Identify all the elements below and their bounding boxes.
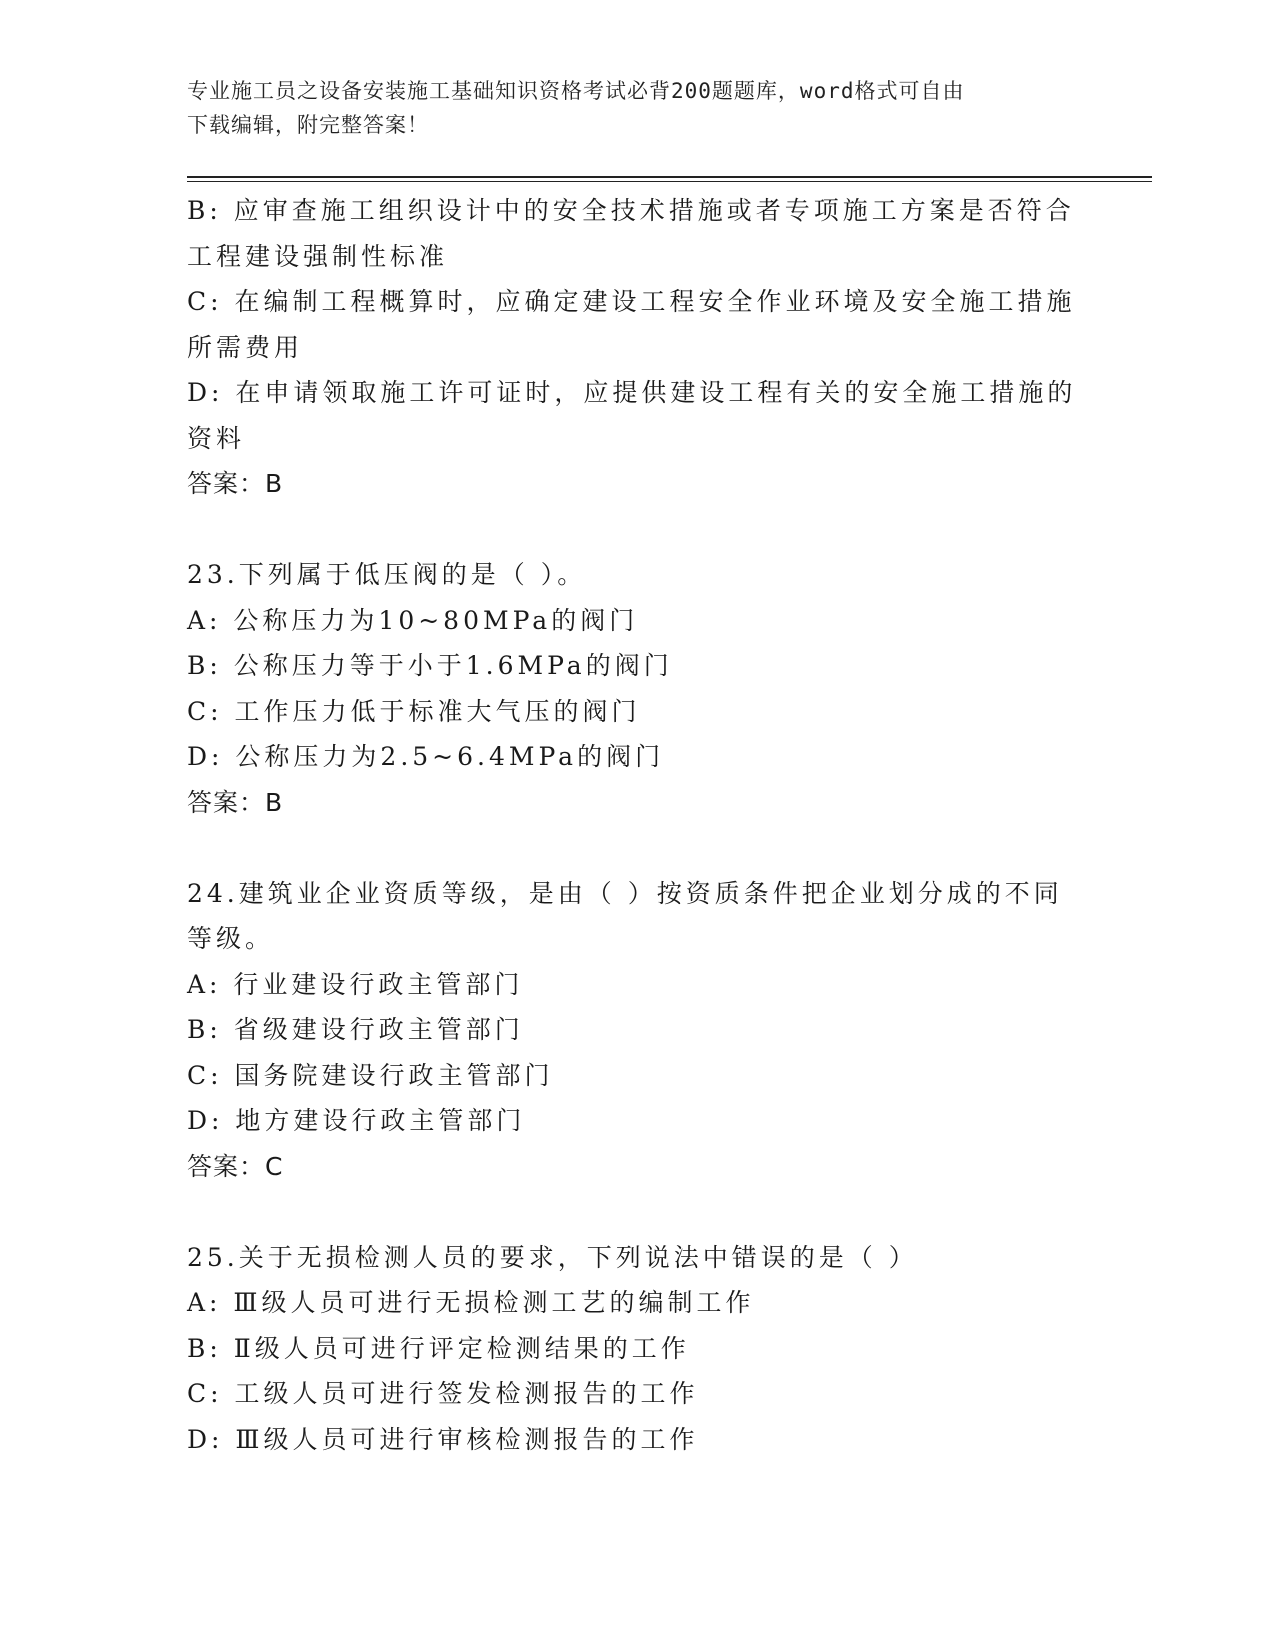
q24-option-d: D: 地方建设行政主管部门 — [187, 1106, 526, 1135]
q23-option-b: B: 公称压力等于小于1.6MPa的阀门 — [187, 651, 673, 680]
q23-option-c: C: 工作压力低于标准大气压的阀门 — [187, 696, 641, 726]
q24-question-line-2: 等级。 — [187, 924, 275, 953]
q22-option-b-line-2: 工程建设强制性标准 — [187, 241, 449, 271]
q23-answer: 答案：B — [187, 787, 284, 817]
header-divider-thick — [187, 176, 1152, 178]
question-22-block — [187, 188, 1087, 507]
q25-option-d: D: Ⅲ级人员可进行审核检测报告的工作 — [187, 1424, 699, 1454]
q25-option-b: B: Ⅱ级人员可进行评定检测结果的工作 — [187, 1333, 690, 1363]
q22-option-d-line-1: D: 在申请领取施工许可证时，应提供建设工程有关的安全施工措施的 — [187, 378, 1077, 407]
q22-option-b-line-1: B: 应审查施工组织设计中的安全技术措施或者专项施工方案是否符合 — [187, 196, 1075, 225]
page-header — [187, 74, 1067, 142]
q24-option-c: C: 国务院建设行政主管部门 — [187, 1060, 554, 1090]
q25-question: 25.关于无损检测人员的要求，下列说法中错误的是（ ） — [187, 1242, 918, 1272]
spacer — [187, 825, 1087, 871]
q24-answer: 答案：C — [187, 1151, 284, 1181]
q23-option-d: D: 公称压力为2.5~6.4MPa的阀门 — [187, 742, 665, 771]
q22-option-d-line-2: 资料 — [187, 423, 246, 453]
q25-option-c: C: 工级人员可进行签发检测报告的工作 — [187, 1379, 699, 1408]
q25-option-a: A: Ⅲ级人员可进行无损检测工艺的编制工作 — [187, 1288, 755, 1317]
q22-option-c-line-1: C: 在编制工程概算时，应确定建设工程安全作业环境及安全施工措施 — [187, 287, 1076, 316]
document-body — [187, 188, 1087, 1462]
q23-option-a: A: 公称压力为10~80MPa的阀门 — [187, 605, 639, 635]
q22-option-c-line-2: 所需费用 — [187, 332, 304, 362]
question-25-block — [187, 1235, 1087, 1463]
spacer — [187, 507, 1087, 553]
q24-option-b: B: 省级建设行政主管部门 — [187, 1015, 524, 1044]
header-title-line-1: 专业施工员之设备安装施工基础知识资格考试必背200题题库，word格式可自由 — [187, 79, 965, 103]
q24-option-a: A: 行业建设行政主管部门 — [187, 969, 524, 999]
header-divider-thin — [187, 181, 1152, 182]
q24-question-line-1: 24.建筑业企业资质等级，是由（ ）按资质条件把企业划分成的不同 — [187, 878, 1063, 908]
question-24-block — [187, 871, 1087, 1190]
header-title-line-2: 下载编辑，附完整答案！ — [187, 113, 429, 137]
q22-answer: 答案：B — [187, 469, 284, 498]
q23-question: 23.下列属于低压阀的是（ ）。 — [187, 560, 587, 589]
question-23-block — [187, 552, 1087, 825]
spacer — [187, 1189, 1087, 1235]
